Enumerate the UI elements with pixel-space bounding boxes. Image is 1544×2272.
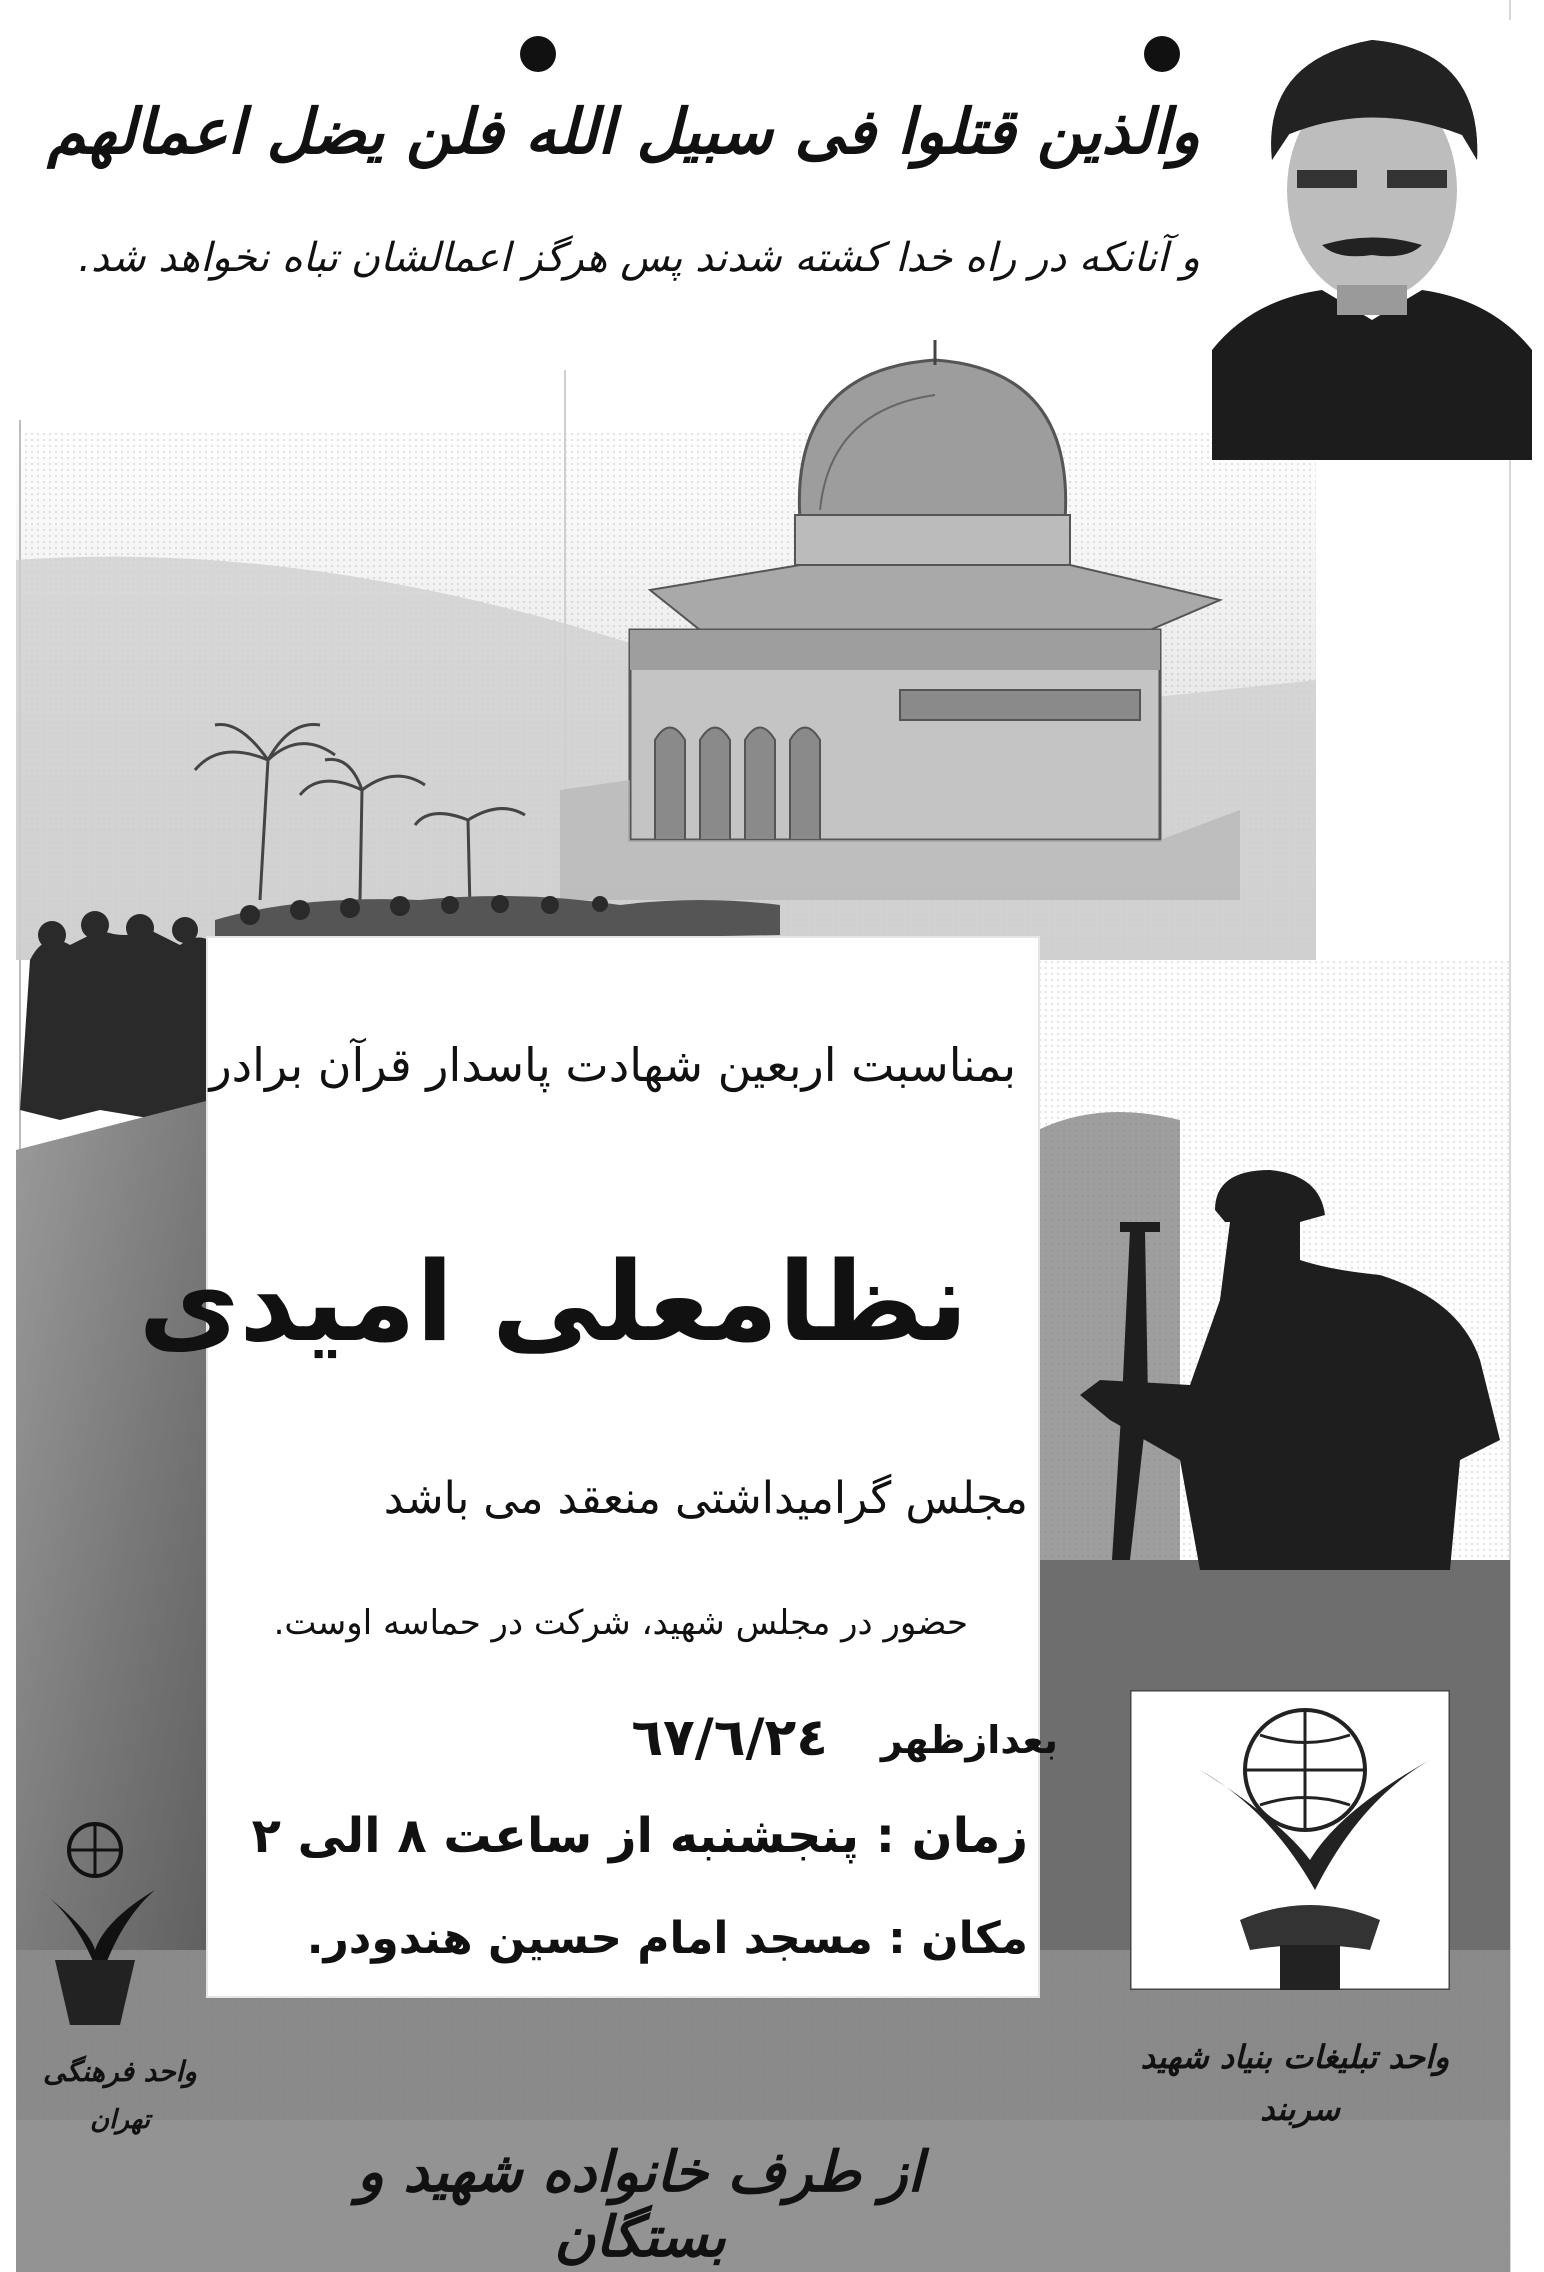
after-noon-label: بعدازظهر <box>880 1718 1058 1762</box>
cultural-unit-city: تهران <box>90 2105 150 2135</box>
quran-verse-persian-translation: و آنانکه در راه خدا کشته شدند پس هرگز اعمالشان تباه نخواهد شد. <box>78 235 1200 281</box>
quran-verse-arabic: والذین قتلوا فی سبیل الله فلن یضل اعمالهم <box>47 95 1200 168</box>
martyr-foundation-emblem <box>1130 1690 1450 1990</box>
occasion-text: بمناسبت اربعین شهادت پاسدار قرآن برادر <box>209 1038 1016 1092</box>
punch-hole <box>1144 36 1180 72</box>
event-date: ٦٧/٦/٢٤ <box>631 1708 828 1768</box>
attendance-text: حضور در مجلس شهید، شرکت در حماسه اوست. <box>273 1603 968 1643</box>
foundation-city: سربند <box>1260 2090 1340 2128</box>
family-signature-line: از طرف خانواده شهید و بستگان <box>356 2140 924 2270</box>
foundation-label: واحد تبلیغات بنیاد شهید <box>1140 2038 1450 2076</box>
cultural-unit-emblem <box>20 1810 170 2030</box>
punch-hole <box>520 36 556 72</box>
event-place: مکان : مسجد امام حسین هندودر. <box>306 1913 1028 1964</box>
cultural-unit-label: واحد فرهنگی <box>43 2055 197 2088</box>
ceremony-text: مجلس گرامیداشتی منعقد می باشد <box>383 1473 1028 1524</box>
martyr-name: نظامعلی امیدی <box>138 1238 968 1366</box>
event-time: زمان : پنجشنبه از ساعت ٨ الی ٢ <box>251 1808 1028 1864</box>
martyr-portrait-photo <box>1212 20 1532 460</box>
announcement-panel <box>138 938 1058 1996</box>
